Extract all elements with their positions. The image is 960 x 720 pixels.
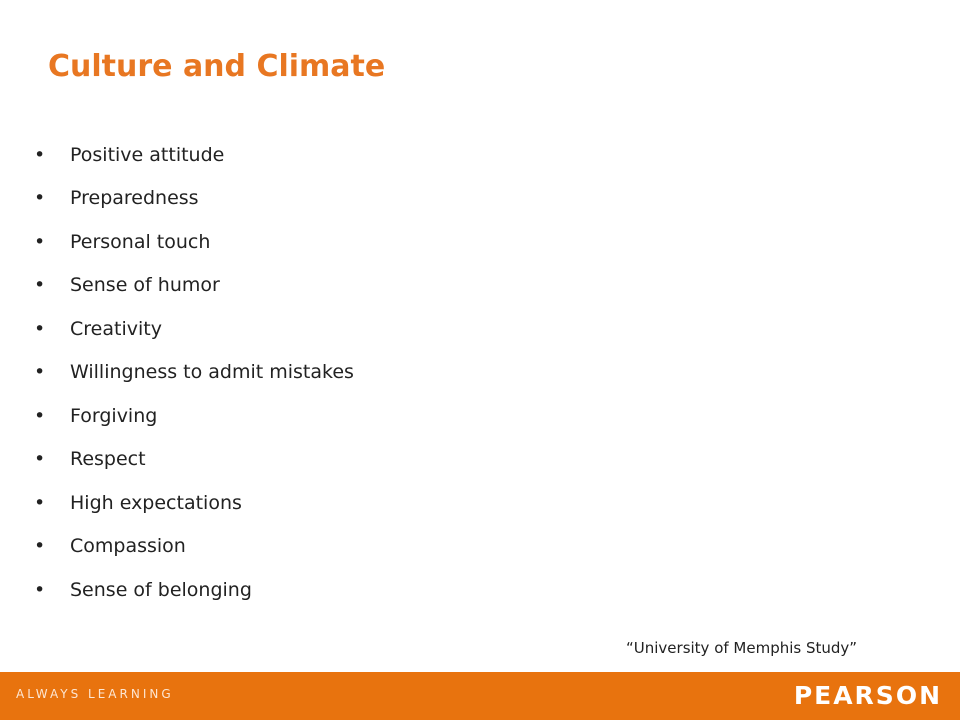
list-item-text: Sense of humor [70, 274, 220, 297]
list-item-text: Respect [70, 448, 146, 471]
list-item-text: Creativity [70, 317, 162, 340]
list-item [34, 394, 354, 438]
bullet-icon: • [34, 230, 46, 253]
footer-bar [0, 672, 960, 720]
list-item [34, 351, 354, 395]
list-item-text: Sense of belonging [70, 578, 252, 601]
bullet-icon: • [34, 317, 46, 340]
bullet-icon: • [34, 187, 46, 210]
pearson-logo: PEARSON [793, 681, 942, 710]
bullet-icon: • [34, 448, 46, 471]
source-citation: “University of Memphis Study” [626, 639, 858, 657]
list-item [34, 307, 354, 351]
bullet-icon: • [34, 143, 46, 166]
bullet-list [34, 133, 354, 612]
list-item-text: Positive attitude [70, 143, 225, 166]
list-item-text: Willingness to admit mistakes [70, 361, 354, 384]
list-item [34, 177, 354, 221]
slide-title: Culture and Climate [48, 49, 386, 84]
footer-tagline: ALWAYS LEARNING [16, 687, 174, 701]
list-item [34, 481, 354, 525]
list-item-text: Compassion [70, 535, 186, 558]
list-item-text: Forgiving [70, 404, 158, 427]
list-item [34, 133, 354, 177]
list-item [34, 568, 354, 612]
bullet-icon: • [34, 274, 46, 297]
list-item [34, 220, 354, 264]
list-item-text: Preparedness [70, 187, 199, 210]
list-item-text: Personal touch [70, 230, 211, 253]
bullet-icon: • [34, 361, 46, 384]
bullet-icon: • [34, 491, 46, 514]
list-item [34, 264, 354, 308]
bullet-icon: • [34, 404, 46, 427]
list-item-text: High expectations [70, 491, 242, 514]
bullet-icon: • [34, 535, 46, 558]
bullet-icon: • [34, 578, 46, 601]
list-item [34, 438, 354, 482]
list-item [34, 525, 354, 569]
